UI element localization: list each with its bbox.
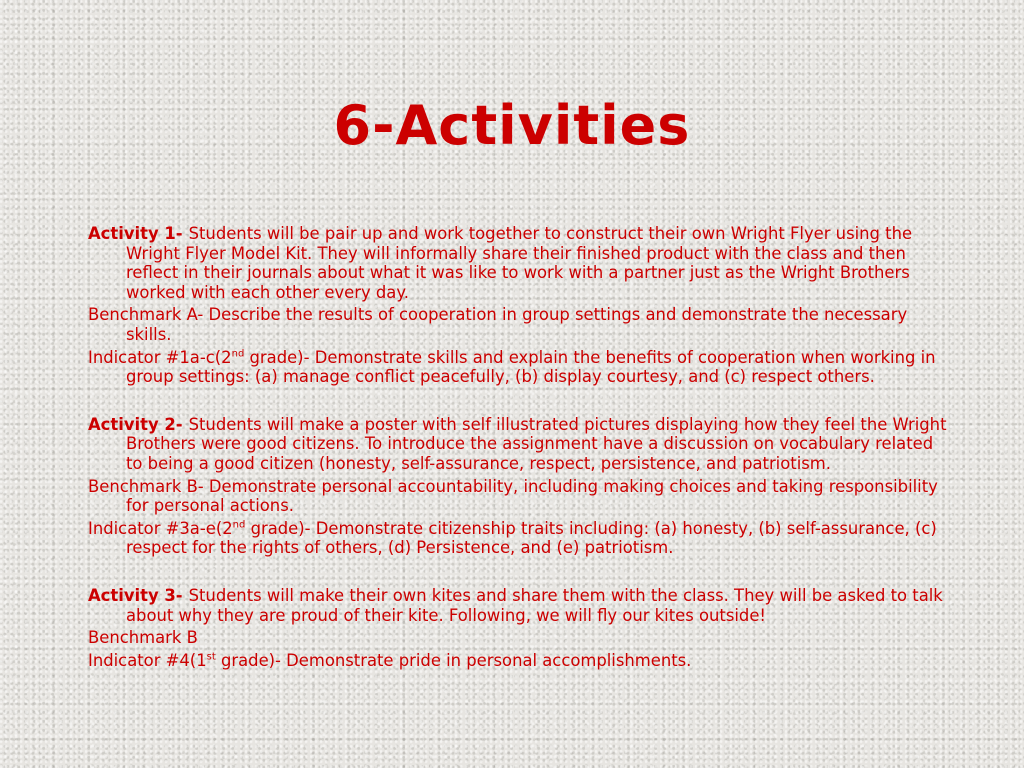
activity-3-indicator-prefix: Indicator #4(1	[88, 650, 207, 670]
activity-1-paragraph	[88, 224, 948, 302]
activity-2-text: Students will make a poster with self illustrated pictures displaying how they feel the Wright Brothers were good citizens. To introduce the assignment have a discussion on vocabulary related to being a good citizen (honesty, self-assurance, respect, persistence, and patriotism.	[126, 414, 947, 473]
activity-3-benchmark: Benchmark B	[88, 628, 198, 648]
activity-1-text: Students will be pair up and work together to construct their own Wright Flyer using the Wright Flyer Model Kit. They will informally share their finished product with the class and then reflect in their journals about what it was like to work with a partner just as the Wright Brothers worked with each other every day.	[126, 224, 913, 302]
activity-1-indicator	[88, 348, 948, 387]
activity-1-indicator-ordinal: nd	[231, 348, 245, 360]
activity-2-label: Activity 2-	[88, 414, 183, 434]
activity-1-indicator-prefix: Indicator #1a-c(2	[88, 347, 232, 367]
section-spacer	[88, 390, 948, 415]
activity-2-indicator-prefix: Indicator #3a-e(2	[88, 518, 233, 538]
activity-1-indicator-suffix: grade)- Demonstrate skills and explain the benefits of cooperation when working in group settings: (a) manage conflict peacefully, (b) display courtesy, and (c) respect others.	[126, 347, 936, 387]
slide-title: 6-Activities	[333, 94, 691, 157]
activity-3-indicator-suffix: grade)- Demonstrate pride in personal accomplishments.	[215, 650, 692, 670]
activity-2-benchmark: Benchmark B- Demonstrate personal accountability, including making choices and taking responsibility for personal actions.	[88, 476, 938, 516]
activity-1-label: Activity 1-	[88, 224, 183, 243]
activity-3-label: Activity 3-	[88, 585, 183, 605]
section-spacer	[88, 561, 948, 586]
activity-2-indicator-suffix: grade)- Demonstrate citizenship traits including: (a) honesty, (b) self-assurance, (c) respect for the rights of others, (d) Persistence, and (e) patriotism.	[126, 518, 937, 558]
activity-3-indicator-ordinal: st	[206, 651, 216, 663]
activity-3-indicator	[88, 651, 948, 671]
activity-2-paragraph	[88, 415, 948, 474]
activity-1-benchmark: Benchmark A- Describe the results of cooperation in group settings and demonstrate the necessary skills.	[88, 305, 908, 344]
activity-2-indicator	[88, 519, 948, 558]
slide-body	[88, 224, 948, 673]
activity-3-paragraph	[88, 586, 948, 625]
activity-3-text: Students will make their own kites and share them with the class. They will be asked to talk about why they are proud of their kite. Following, we will fly our kites outside!	[126, 585, 943, 625]
activity-2-indicator-ordinal: nd	[232, 519, 246, 531]
